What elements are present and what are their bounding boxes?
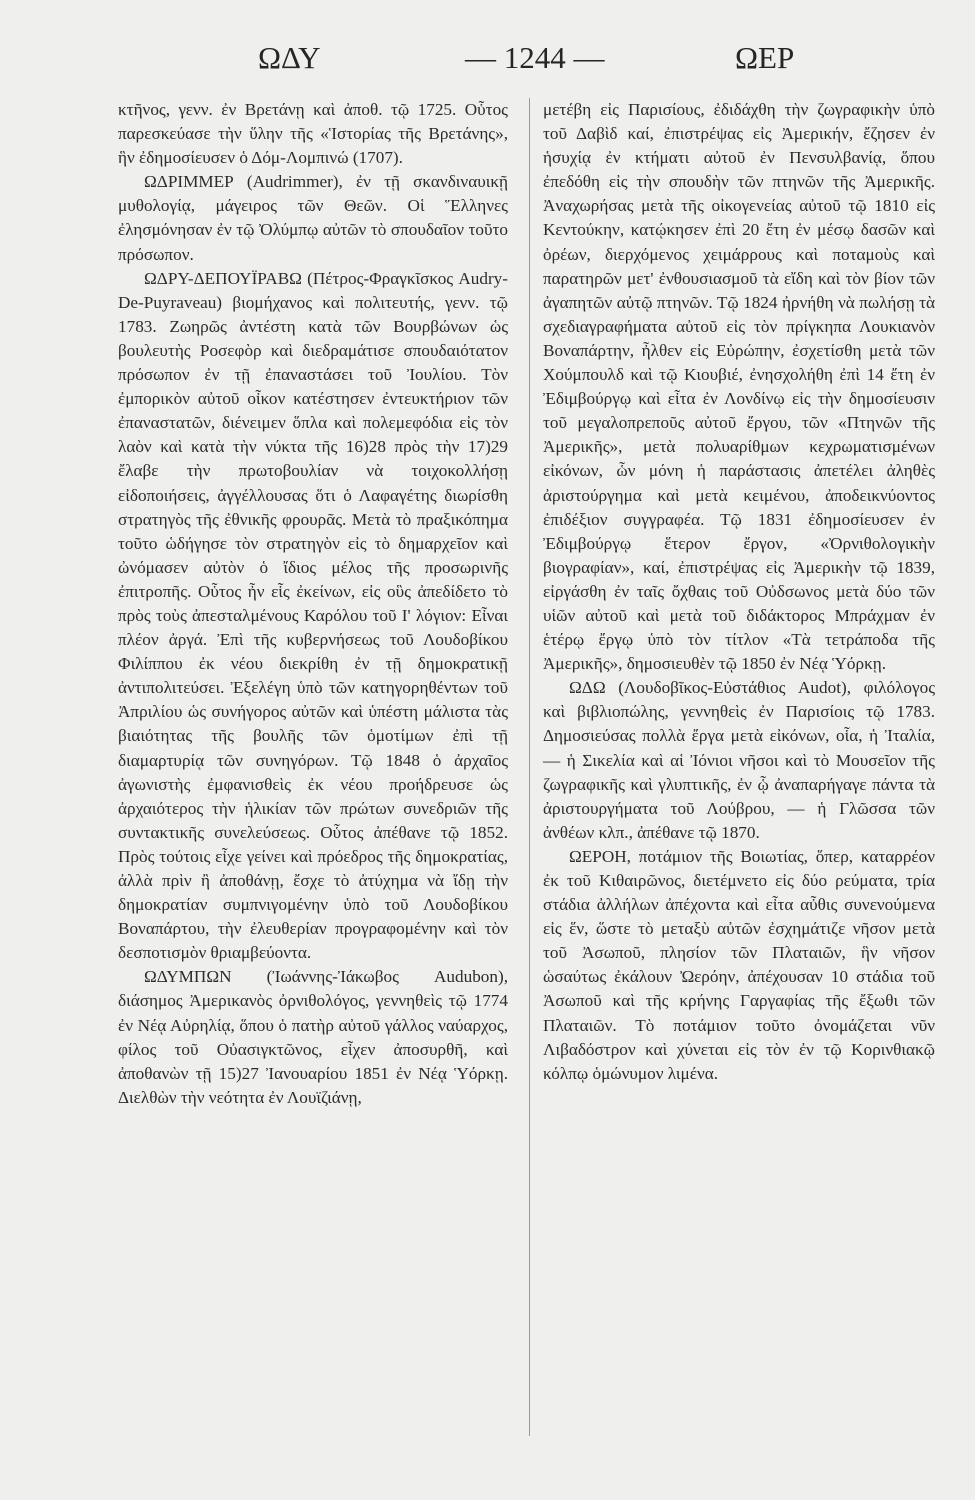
entry-odybon: ΩΔΥΜΠΩΝ (Ἰωάννης-Ἰάκωβος Audubon), διάσημος Ἀμερικανὸς ὀρνιθολόγος, γεννηθεὶς τῷ 1774 ἐν Νέᾳ Αὐρηλίᾳ, ὅπου ὁ πατὴρ αὐτοῦ γάλλος ναύαρχος, φίλος τοῦ Οὐασιγκτῶνος, εἶχεν ἀποσυρθῆ, καὶ ἀποθανὼν τῇ 15)27 Ἰανουαρίου 1851 ἐν Νέᾳ Ὑόρκῃ. Διελθὼν τὴν νεότητα ἐν Λουϊζιάνῃ, [118, 967, 508, 1107]
left-guide-word: ΩΔΥ [258, 40, 321, 75]
entry-odo: ΩΔΩ (Λουδοβῖκος-Εὐστάθιος Audot), φιλόλογος καὶ βιβλιοπώλης, γεννηθεὶς ἐν Παρισίοις τῷ 1783. Δημοσιεύσας πολλὰ ἔργα μετὰ εἰκόνων, οἷα, ἡ Ἰταλία, — ἡ Σικελία καὶ αἱ Ἰόνιοι νῆσοι καὶ τὸ Μουσεῖον τῆς ζωγραφικῆς καὶ γλυπτικῆς, ἐν ᾧ ἀναπαρήγαγε πάντα τὰ ἀριστουργήματα τοῦ Λούβρου, — ἡ Γλῶσσα τῶν ἀνθέων κλπ., ἀπέθανε τῷ 1870. [543, 678, 935, 842]
page-header [0, 40, 975, 90]
left-column [118, 98, 508, 1110]
entry-odry-depouiravo: ΩΔΡΥ-ΔΕΠΟΥΪΡΑΒΩ (Πέτρος-Φραγκῖσκος Audry-De-Puyraveau) βιομήχανος καὶ πολιτευτής, γενν. τῷ 1783. Ζωηρῶς ἀντέστη κατὰ τῶν Βουρβώνων ὡς βουλευτὴς Ροσεφὸρ καὶ διεδραμάτισε σπουδαιότατον πρόσωπον ἐν τῇ ἐπαναστάσει τοῦ Ἰουλίου. Τὸν ἐμπορικὸν αὐτοῦ οἶκον κατέστησεν ἐντευκτήριον τῶν ἐπαναστατῶν, διένειμεν ὅπλα καὶ πολεμεφόδια εἰς τὸν λαὸν καὶ κατὰ τὴν νύκτα τῆς 16)28 πρὸς τὴν 17)29 ἔλαβε τὴν πρωτοβουλίαν νὰ τοιχοκολλήσῃ εἰδοποιήσεις, ἀγγέλλουσας ὅτι ὁ Λαφαγέτης διωρίσθη στρατηγὸς τῆς ἐθνικῆς φρουρᾶς. Μετὰ τὸ πραξικόπημα τοῦτο ὡδήγησε τὸν στρατηγὸν εἰς τὸ δημαρχεῖον καὶ ὠνόμασεν αὐτὸν ὁ ἴδιος μέλος τῆς προσωρινῆς ἐπιτροπῆς. Οὗτος ἦν εἷς ἐκείνων, εἰς οὓς ἀπεδίδετο τὸ πρὸς τοὺς ἀπεσταλμένους Καρόλου τοῦ Ι' λόγιον: Εἶναι πλέον ἀργά. Ἐπὶ τῆς κυβερνήσεως τοῦ Λουδοβίκου Φιλίππου ἐκ νέου διεκρίθη ἐν τῇ δημοκρατικῇ ἀντιπολιτεύσει. Ἐξελέγη ὑπὸ τῶν κατηγορηθέντων τοῦ Ἀπριλίου ὡς συνήγορος αὐτῶν καὶ ὑπέστη μάλιστα τὰς βιαιότητας τῆς βουλῆς τῶν ὁμοτίμων ἐπὶ τῇ διαμαρτυρίᾳ τῶν συνηγόρων. Τῷ 1848 ὁ ἀρχαῖος ἀγωνιστὴς ἐμφανισθεὶς ἐκ νέου προήδρευσε ὡς ἀρχαιότερος τὴν ἡλικίαν τῶν πρώτων συνεδριῶν τῆς συντακτικῆς συνελεύσεως. Οὗτος ἀπέθανε τῷ 1852. Πρὸς τούτοις εἶχε γείνει καὶ πρόεδρος τῆς δημοκρατίας, ἀλλὰ πρὶν ἢ ἀποθάνῃ, ἔσχε τὸ ἀτύχημα νὰ ἴδῃ τὴν δημοκρατίαν συμπνιγομένην ὑπὸ τοῦ Λουδοβίκου Βοναπάρτου, τὴν ἐλευθερίαν προγραφομένην καὶ τὸν δεσποτισμὸν θριαμβεύοντα. [118, 268, 508, 963]
continuation-paragraph: κτῆνος, γενν. ἐν Βρετάνῃ καὶ ἀποθ. τῷ 1725. Οὗτος παρεσκεύασε τὴν ὕλην τῆς «Ἱστορίας τῆς Βρετάνης», ἣν ἐδημοσίευσεν ὁ Δόμ-Λομπινώ (1707). [118, 100, 508, 168]
entry-odrimmer: ΩΔΡΙΜΜΕΡ (Audrimmer), ἐν τῇ σκανδιναυικῇ μυθολογίᾳ, μάγειρος τῶν Θεῶν. Οἱ Ἕλληνες ἐλησμόνησαν ἐν τῷ Ὀλύμπῳ αὐτῶν τὸ σπουδαῖον τοῦτο πρόσωπον. [118, 172, 508, 264]
column-divider [529, 98, 530, 1436]
right-column [543, 98, 935, 1086]
entry-oeroe: ΩΕΡΟΗ, ποτάμιον τῆς Βοιωτίας, ὅπερ, καταρρέον ἐκ τοῦ Κιθαιρῶνος, διετέμνετο εἰς δύο ρεύματα, τρία στάδια ἀλλήλων ἀπέχοντα καὶ εἶτα αὖθις συνενούμενα εἰς ἕν, ὥστε τὸ μεταξὺ αὐτῶν ἐσχημάτιζε νῆσον μετὰ τοῦ Ἀσωποῦ, πλησίον τῶν Πλαταιῶν, ἣν νῆσον ὡσαύτως ἐκάλουν Ὠερόην, ἀπέχουσαν 10 στάδια τοῦ Ἀσωποῦ καὶ τῆς κρήνης Γαργαφίας τῆς ἔξωθι τῶν Πλαταιῶν. Τὸ ποτάμιον τοῦτο ὀνομάζεται νῦν Λιβαδόστρον καὶ χύνεται εἰς τὸν ἐν τῷ Κορινθιακῷ κόλπῳ ὁμώνυμον λιμένα. [543, 846, 935, 1083]
continuation-paragraph: μετέβη εἰς Παρισίους, ἐδιδάχθη τὴν ζωγραφικὴν ὑπὸ τοῦ Δαβὶδ καί, ἐπιστρέψας εἰς Ἀμερικήν, ἔζησεν ἐν ἡσυχίᾳ ἐν κτήματι αὐτοῦ ἐν Πενσυλβανίᾳ, ὅπου ἐπεδόθη εἰς τὴν σπουδὴν τῶν πτηνῶν τῆς Ἀμερικῆς. Ἀναχωρήσας μετὰ τῆς οἰκογενείας αὐτοῦ τῷ 1810 εἰς Κεντούκην, κατῴκησεν ἐπὶ 20 ἔτη ἐν μέσῳ δασῶν καὶ ὀρέων, διερχόμενος χειμάρρους καὶ ποταμοὺς καὶ παρατηρῶν μετ' ἐνθουσιασμοῦ τὰ εἴδη καὶ τὸν βίον τῶν ἀγαπητῶν αὐτῷ πτηνῶν. Τῷ 1824 ἠρνήθη νὰ πωλήσῃ τὰ σχεδιαγραφήματα αὐτοῦ εἰς τὸν πρίγκηπα Λουκιανὸν Βοναπάρτην, ἦλθεν εἰς Εὐρώπην, ἐσχετίσθη μετὰ τῶν Χούμπουλδ καὶ τῷ Κιουβιέ, ἐνησχολήθη ἐπὶ 14 ἔτη ἐν Ἐδιμβούργῳ καὶ εἶτα ἐν Λονδίνῳ εἰς τὴν δημοσίευσιν τοῦ μεγαλοπρεποῦς αὐτοῦ ἔργου, τῶν «Πτηνῶν τῆς Ἀμερικῆς», μετὰ πολυαρίθμων κεχρωματισμένων εἰκόνων, ὧν μόνη ἡ παράστασις ἀπετέλει ἀληθὲς ἀριστούργημα καὶ μετὰ κειμένου, ἀποδεικνύοντος ἐπιδέξιον συγγραφέα. Τῷ 1831 ἐδημοσίευσεν ἐν Ἐδιμβούργῳ ἕτερον ἔργον, «Ὀρνιθολογικὴν βιογραφίαν», καί, ἐπιστρέψας εἰς Ἀμερικὴν τῷ 1839, εἰργάσθη ἐν ταῖς ὄχθαις τοῦ Οὐδσωνος μετὰ δύο τῶν υἱῶν αὐτοῦ καὶ μετὰ τοῦ διδάκτορος Μπράχμαν ἐν ἑτέρῳ ἔργῳ ὑπὸ τὸν τίτλον «Τὰ τετράποδα τῆς Ἀμερικῆς», δημοσιευθὲν τῷ 1850 ἐν Νέᾳ Ὑόρκῃ. [543, 100, 935, 674]
right-guide-word: ΩΕΡ [735, 40, 795, 75]
page-number: — 1244 — [465, 40, 605, 75]
